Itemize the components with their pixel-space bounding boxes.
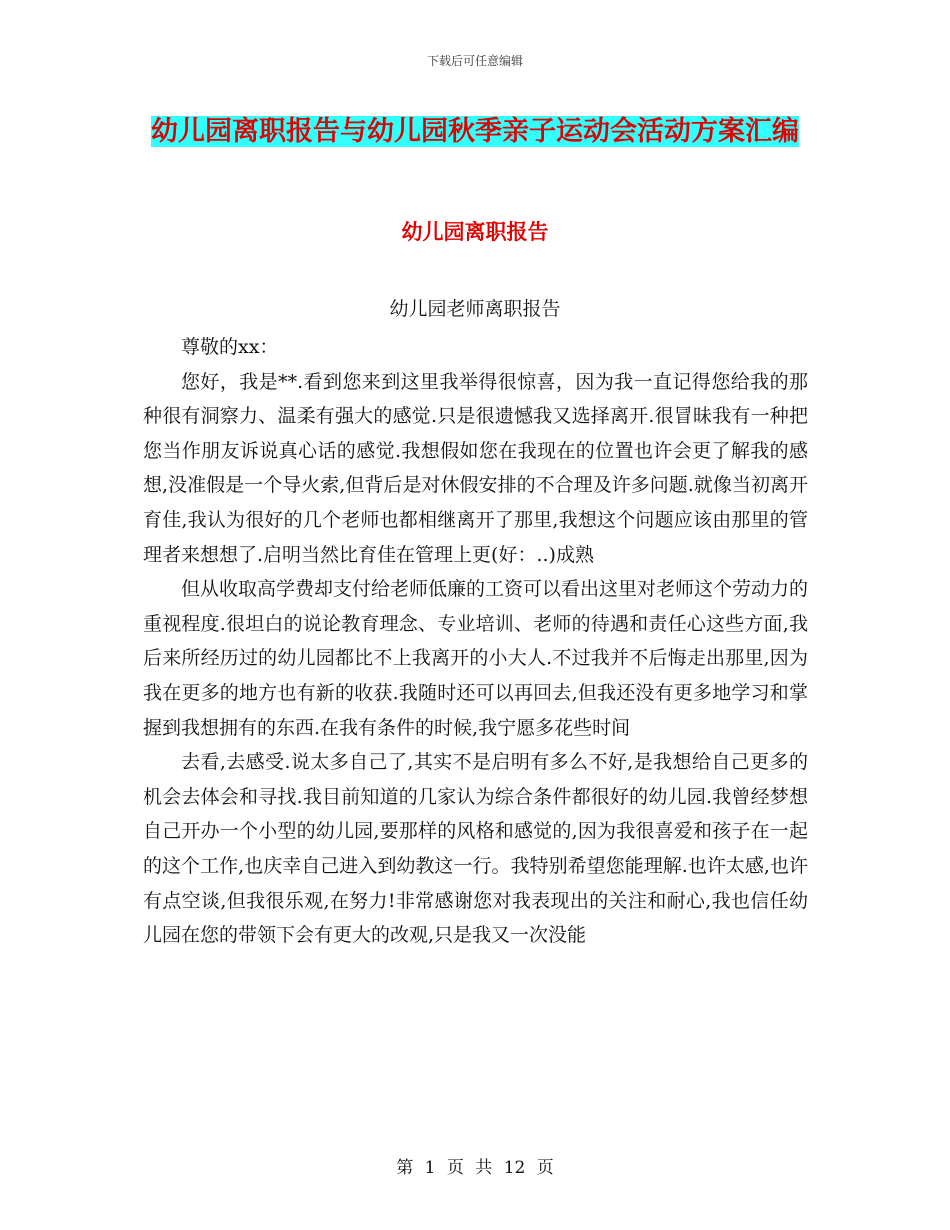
paragraph: 您好，我是**.看到您来到这里我举得很惊喜，因为我一直记得您给我的那种很有洞察力、温柔有强大的感觉.只是很遗憾我又选择离开.很冒昧我有一种把您当作朋友诉说真心话的感觉.我想假如您在我现在的位置也许会更了解我的感想,没准假是一个导火索,但背后是对休假安排的不合理及许多问题.就像当初离开育佳,我认为很好的几个老师也都相继离开了那里,我想这个问题应该由那里的管理者来想想了.启明当然比育佳在管理上更(好：..)成熟 bbox=[143, 370, 808, 566]
section-heading: 幼儿园离职报告 bbox=[401, 220, 549, 244]
subheading: 幼儿园老师离职报告 bbox=[389, 298, 561, 320]
body-text bbox=[143, 330, 808, 953]
paragraph: 去看,去感受.说太多自己了,其实不是启明有多么不好,是我想给自己更多的机会去体会和寻找.我目前知道的几家认为综合条件都很好的幼儿园.我曾经梦想自己开办一个小型的幼儿园,要那样的风格和感觉的,因为我很喜爱和孩子在一起的这个工作,也庆幸自己进入到幼教这一行。我特别希望您能理解.也许太感,也许有点空谈,但我很乐观,在努力!非常感谢您对我表现出的关注和耐心,我也信任幼儿园在您的带领下会有更大的改观,只是我又一次没能 bbox=[143, 751, 808, 947]
page-footer: 第 1 页 共 12 页 bbox=[396, 1158, 554, 1178]
salutation: 尊敬的xx： bbox=[181, 336, 279, 358]
header-note: 下载后可任意编辑 bbox=[426, 54, 523, 68]
document-title-text: 幼儿园离职报告与幼儿园秋季亲子运动会活动方案汇编 bbox=[151, 116, 799, 147]
document-title bbox=[140, 110, 810, 154]
paragraph: 但从收取高学费却支付给老师低廉的工资可以看出这里对老师这个劳动力的重视程度.很坦白的说论教育理念、专业培训、老师的待遇和责任心这些方面,我后来所经历过的幼儿园都比不上我离开的小大人.不过我并不后悔走出那里,因为我在更多的地方也有新的收获.我随时还可以再回去,但我还没有更多地学习和掌握到我想拥有的东西.在我有条件的时候,我宁愿多花些时间 bbox=[143, 578, 809, 739]
